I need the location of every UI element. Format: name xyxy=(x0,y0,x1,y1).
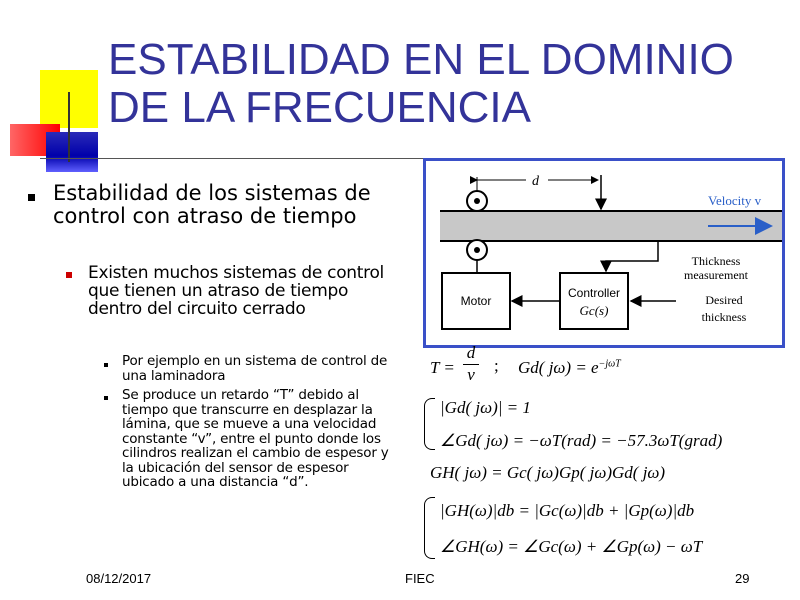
desired-thickness-label-1: Desired xyxy=(705,293,743,307)
controller-label: Controller xyxy=(567,286,621,300)
bullet-square-icon xyxy=(104,363,108,367)
decor-vertical-line xyxy=(68,92,70,162)
slide-title xyxy=(108,36,798,132)
title-line-2: DE LA FRECUENCIA xyxy=(108,83,531,132)
footer-date: 08/12/2017 xyxy=(86,571,152,586)
desired-thickness-label-2: thickness xyxy=(701,310,747,324)
eq1-exponent: −jωT xyxy=(598,358,621,370)
system-brace-2 xyxy=(424,497,435,559)
diagram-svg xyxy=(426,161,782,345)
eq-delay-magnitude: |Gd( jω)| = 1 xyxy=(440,398,531,417)
bullet-square-icon xyxy=(66,272,72,278)
eq1-separator: ; xyxy=(494,356,499,375)
motor-label: Motor xyxy=(460,294,492,308)
eq-magnitude-db: |GH(ω)|db = |Gc(ω)|db + |Gp(ω)|db xyxy=(440,501,695,520)
thickness-measurement-label-1: Thickness xyxy=(691,254,741,268)
controller-transfer-label: Gc(s) xyxy=(579,303,609,318)
eq-delay-time xyxy=(430,358,455,378)
eq1-fraction xyxy=(463,343,479,385)
decor-blue-square xyxy=(46,132,98,172)
system-brace-1 xyxy=(424,398,435,450)
bullet-level1-text: Estabilidad de los sistemas de control con atraso de tiempo xyxy=(53,181,371,228)
velocity-label: Velocity v xyxy=(708,193,762,208)
rolling-mill-diagram xyxy=(423,158,785,348)
eq1-lhs: T = xyxy=(430,358,455,377)
controller-block xyxy=(560,273,628,329)
title-line-1: ESTABILIDAD EN EL DOMINIO xyxy=(108,35,734,84)
eq1-denominator: v xyxy=(463,364,479,385)
eq-total-phase: ∠GH(ω) = ∠Gc(ω) + ∠Gp(ω) − ωT xyxy=(440,537,703,556)
bullet-level2-text: Existen muchos sistemas de control que tienen un atraso de tiempo dentro del circuito cerrado xyxy=(88,263,384,319)
eq-open-loop: GH( jω) = Gc( jω)Gp( jω)Gd( jω) xyxy=(430,463,666,482)
bullet-square-icon xyxy=(104,396,108,400)
d-dimension-label: d xyxy=(532,174,539,189)
thickness-measurement-label-2: measurement xyxy=(684,268,748,282)
bullet-level3-text: Por ejemplo en un sistema de control de una laminadora xyxy=(122,353,388,384)
bullet-level3-text: Se produce un retardo “T” debido al tiempo que transcurre en desplazar la lámina, que se mueve a una velocidad constante “v”, entre el punto donde los cilindros realizan el cambio de espesor y la ubicación del sensor de espesor ubicado a una distancia “d”. xyxy=(122,387,389,490)
eq1-rhs: Gd( jω) = e xyxy=(518,358,599,377)
eq-delay-transfer xyxy=(518,358,621,378)
bullet-square-icon xyxy=(28,194,35,201)
eq1-numerator: d xyxy=(466,343,476,362)
footer-page-number: 29 xyxy=(735,571,750,586)
eq-delay-phase: ∠Gd( jω) = −ωT(rad) = −57.3ωT(grad) xyxy=(440,431,723,450)
measurement-feedback-arrow xyxy=(606,241,658,271)
footer-center: FIEC xyxy=(405,571,435,586)
